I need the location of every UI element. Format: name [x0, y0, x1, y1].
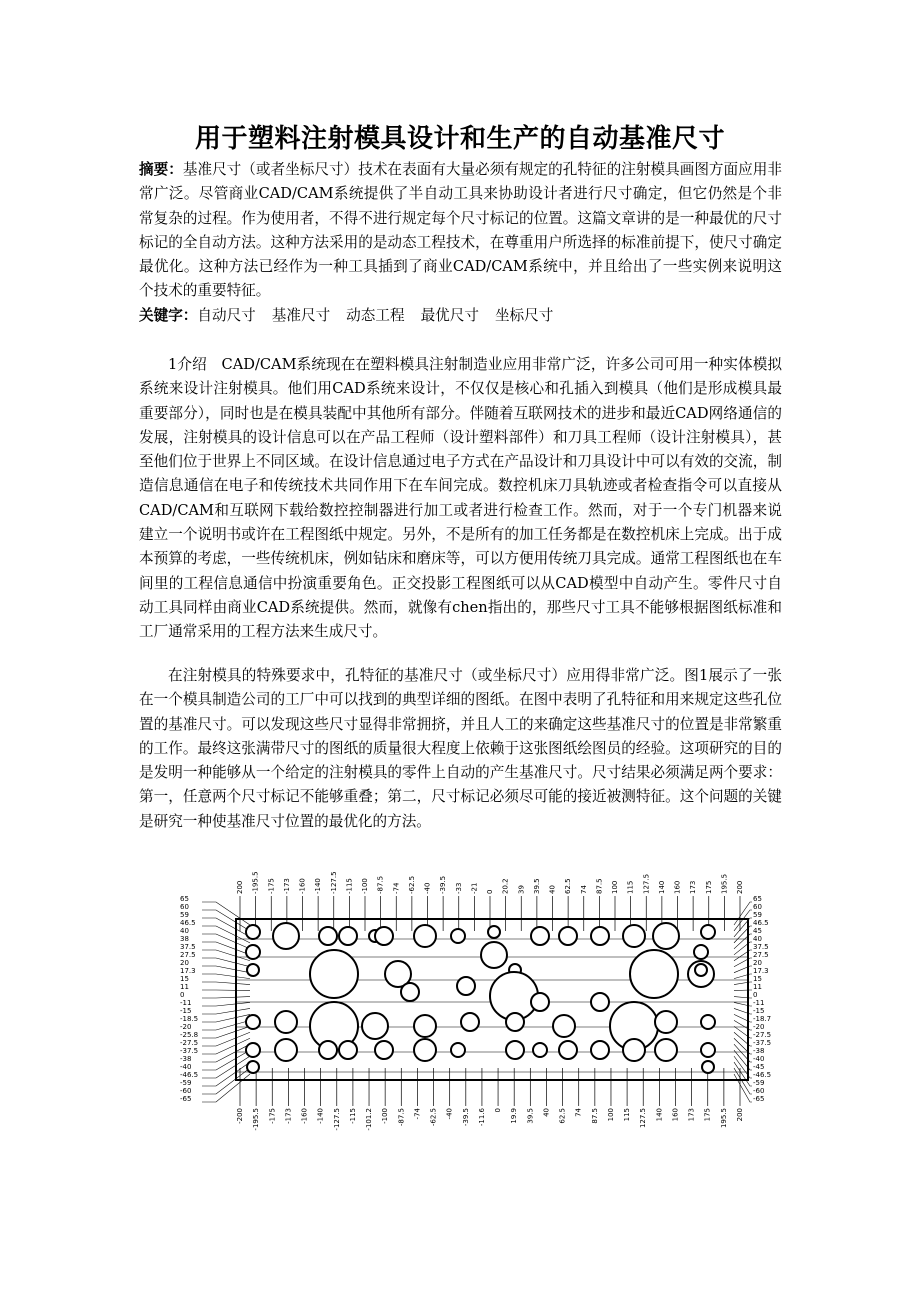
- dimension-label-top: -39.5: [439, 875, 448, 894]
- dimension-label-top: 39: [517, 885, 526, 894]
- dimension-label-top: -87.5: [376, 875, 385, 894]
- hole-feature: [506, 1041, 524, 1059]
- dimension-line: [202, 1002, 250, 1006]
- dimension-label-bottom: -87.5: [397, 1108, 406, 1127]
- hole-feature: [531, 993, 549, 1011]
- hole-feature: [246, 1043, 260, 1057]
- dimension-line: [202, 1062, 250, 1086]
- hole-feature: [375, 1041, 393, 1059]
- dimension-label-right: 0: [753, 991, 758, 999]
- dimension-label-left: -38: [180, 1055, 192, 1063]
- hole-feature: [414, 1039, 436, 1061]
- dimension-label-right: 15: [753, 975, 762, 983]
- dimension-label-bottom: 40: [542, 1108, 551, 1117]
- dimension-label-left: -25.8: [180, 1031, 199, 1039]
- hole-feature: [319, 1041, 337, 1059]
- dimension-label-top: 74: [579, 885, 588, 894]
- hole-feature: [414, 1015, 436, 1037]
- hole-feature: [591, 1041, 609, 1059]
- hole-feature: [246, 945, 260, 959]
- dimension-label-top: -40: [423, 882, 432, 894]
- dimension-label-right: 60: [753, 903, 762, 911]
- hole-feature: [553, 1015, 575, 1037]
- dimension-label-bottom: 195.5: [719, 1108, 728, 1129]
- dimension-label-left: -18.5: [180, 1015, 199, 1023]
- keyword: 自动尺寸: [197, 307, 256, 324]
- dimension-line: [734, 910, 752, 931]
- dimension-label-bottom: 115: [623, 1108, 632, 1122]
- dimension-line: [202, 966, 250, 973]
- dimension-line: [202, 1026, 250, 1038]
- hole-feature: [488, 926, 500, 938]
- hole-feature: [702, 1061, 714, 1073]
- dimension-label-bottom: 62.5: [558, 1108, 567, 1124]
- dimension-line: [202, 982, 250, 985]
- hole-feature: [247, 964, 259, 976]
- dimension-label-right: -18.7: [753, 1015, 772, 1023]
- dimension-line: [734, 982, 752, 985]
- hole-feature: [339, 1041, 357, 1059]
- dimension-label-right: -60: [753, 1087, 765, 1095]
- mold-plate-drawing: [178, 862, 772, 1142]
- dimension-label-top: 173: [689, 880, 698, 894]
- dimension-label-left: 59: [180, 911, 189, 919]
- hole-feature: [506, 1013, 524, 1031]
- dimension-line: [734, 1038, 752, 1054]
- dimension-label-bottom: 19.9: [510, 1108, 519, 1124]
- hole-feature: [273, 923, 299, 949]
- keyword: 基准尺寸: [271, 307, 331, 324]
- dimension-label-right: -59: [753, 1079, 765, 1087]
- dimension-line: [734, 1002, 752, 1006]
- dimension-label-bottom: 100: [606, 1108, 615, 1122]
- dimension-line: [734, 958, 752, 967]
- dimension-label-top: 160: [673, 880, 682, 894]
- hole-feature: [701, 1015, 715, 1029]
- dimension-label-right: 37.5: [753, 943, 769, 951]
- dimension-label-top: -140: [314, 878, 323, 894]
- dimension-label-top: -127.5: [329, 871, 338, 894]
- dimension-label-left: -11: [180, 999, 192, 1007]
- dimension-line: [202, 902, 250, 925]
- dimension-label-left: 11: [180, 983, 189, 991]
- dimension-label-top: 140: [657, 880, 666, 894]
- dimension-label-bottom: -200: [236, 1108, 244, 1124]
- hole-feature: [247, 1061, 259, 1073]
- dimension-label-bottom: -140: [316, 1108, 325, 1124]
- dimension-label-top: 115: [626, 880, 635, 894]
- dimension-label-left: 38: [180, 935, 189, 943]
- dimension-label-left: 15: [180, 975, 189, 983]
- dimension-label-bottom: -101.2: [365, 1108, 374, 1131]
- dimension-label-top: 62.5: [564, 878, 573, 894]
- dimension-label-top: -115: [345, 878, 354, 894]
- dimension-label-bottom: -173: [284, 1108, 293, 1124]
- keywords: [139, 304, 782, 328]
- dimension-label-top: 40: [548, 885, 557, 894]
- dimension-label-bottom: -175: [268, 1108, 277, 1124]
- dimension-label-bottom: -115: [348, 1108, 357, 1124]
- dimension-label-left: -60: [180, 1087, 192, 1095]
- hole-feature: [275, 1039, 297, 1061]
- dimension-label-top: 0: [486, 889, 494, 894]
- dimension-label-top: -175: [267, 878, 276, 894]
- dimension-label-right: -65: [753, 1095, 765, 1103]
- dimension-line: [202, 934, 250, 949]
- dimension-label-left: 40: [180, 927, 189, 935]
- hole-feature: [533, 1043, 547, 1057]
- dimension-label-left: -37.5: [180, 1047, 199, 1055]
- dimension-label-bottom: -100: [381, 1108, 390, 1124]
- hole-feature: [319, 927, 337, 945]
- dimension-line: [202, 1014, 250, 1022]
- abstract-label: 摘要：: [139, 161, 183, 178]
- hole-feature: [414, 925, 436, 947]
- hole-feature: [559, 1041, 577, 1059]
- hole-feature: [630, 950, 678, 998]
- dimension-label-top: 87.5: [595, 878, 604, 894]
- dimension-label-left: -46.5: [180, 1071, 199, 1079]
- hole-feature: [246, 1015, 260, 1029]
- dimension-label-top: 20.2: [501, 878, 510, 894]
- hole-feature: [623, 925, 645, 947]
- hole-feature: [339, 927, 357, 945]
- hole-feature: [653, 923, 679, 949]
- hole-feature: [401, 983, 419, 1001]
- dimension-label-left: -40: [180, 1063, 192, 1071]
- hole-feature: [591, 993, 609, 1011]
- dimension-label-right: -46.5: [753, 1071, 772, 1079]
- dimension-line: [734, 974, 752, 979]
- dimension-line: [734, 1074, 752, 1102]
- dimension-label-top: -62.5: [407, 875, 416, 894]
- hole-feature: [694, 945, 708, 959]
- dimension-label-left: 65: [180, 895, 189, 903]
- dimension-line: [734, 902, 752, 925]
- dimension-label-right: 46.5: [753, 919, 769, 927]
- hole-feature: [246, 925, 260, 939]
- dimension-label-bottom: -160: [300, 1108, 309, 1124]
- dimension-label-left: -15: [180, 1007, 192, 1015]
- dimension-label-bottom: -62.5: [429, 1108, 438, 1127]
- dimension-label-bottom: 173: [687, 1108, 696, 1122]
- dimension-label-right: 45: [753, 927, 762, 935]
- dimension-label-top: 200: [736, 880, 744, 894]
- dimension-label-top: 127.5: [642, 873, 651, 894]
- hole-feature: [531, 927, 549, 945]
- paper-title: 用于塑料注射模具设计和生产的自动基准尺寸: [194, 124, 725, 154]
- dimension-label-left: 46.5: [180, 919, 196, 927]
- hole-feature: [695, 964, 707, 976]
- dimension-label-bottom: 0: [494, 1108, 503, 1113]
- dimension-label-left: 20: [180, 959, 189, 967]
- dimension-line: [202, 1008, 250, 1014]
- dimension-line: [202, 990, 250, 991]
- hole-feature: [591, 927, 609, 945]
- dimension-label-top: -160: [298, 878, 307, 894]
- dimension-label-left: 60: [180, 903, 189, 911]
- hole-feature: [701, 925, 715, 939]
- dimension-label-top: 195.5: [720, 873, 729, 894]
- hole-feature: [310, 950, 358, 998]
- dimension-line: [202, 997, 250, 998]
- dimension-line: [734, 990, 752, 991]
- dimension-line: [734, 934, 752, 949]
- dimension-label-right: -15: [753, 1007, 765, 1015]
- dimension-label-bottom: -11.6: [477, 1108, 486, 1127]
- paragraph-introduction: 1介绍 CAD/CAM系统现在在塑料模具注射制造业应用非常广泛，许多公司可用一种实体模拟系统来设计注射模具。他们用CAD系统来设计，不仅仅是核心和孔插入到模具（他们是形成模具最重要部分），同时也是在模具装配中其他所有部分。伴随着互联网技术的进步和最近CAD网络通信的发展，注射模具的设计信息可以在产品工程师（设计塑料部件）和刀具工程师（设计注射模具），甚至他们位于世界上不同区域。在设计信息通过电子方式在产品设计和刀具设计中可以有效的交流，制造信息通信在电子和传统技术共同作用下在车间完成。数控机床刀具轨迹或者检查指令可以直接从CAD/CAM和互联网下载给数控控制器进行加工或者进行检查工作。然而，对于一个专门机器来说建立一个说明书或许在工程图纸中规定。另外，不是所有的加工任务都是在数控机床上完成。出于成本预算的考虑，一些传统机床，例如钻床和磨床等，可以方便用传统刀具完成。通常工程图纸也在车间里的工程信息通信中扮演重要角色。正交投影工程图纸可以从CAD模型中自动产生。零件尺寸自动工具同样由商业CAD系统提供。然而，就像有chen指出的，那些尺寸工具不能够根据图纸标准和工厂通常采用的工程方法来生成尺寸。: [139, 356, 782, 641]
- hole-feature: [461, 1013, 479, 1031]
- dimension-label-top: 175: [704, 880, 713, 894]
- dimension-label-right: -20: [753, 1023, 765, 1031]
- paragraph-datum-dimensioning: 在注射模具的特殊要求中，孔特征的基准尺寸（或坐标尺寸）应用得非常广泛。图1展示了一张在一个模具制造公司的工厂中可以找到的典型详细的图纸。在图中表明了孔特征和用来规定这些孔位置的基准尺寸。可以发现这些尺寸显得非常拥挤，并且人工的来确定这些基准尺寸的位置是非常繁重的工作。最终这张满带尺寸的图纸的质量很大程度上依赖于这张图纸绘图员的经验。这项研究的目的是发明一种能够从一个给定的注射模具的零件上自动的产生基准尺寸。尺寸结果必须满足两个要求：第一，任意两个尺寸标记不能够重叠；第二，尺寸标记必须尽可能的接近被测特征。这个问题的关键是研究一种使基准尺寸位置的最优化的方法。: [139, 667, 782, 830]
- dimension-label-left: -27.5: [180, 1039, 199, 1047]
- dimension-label-right: -40: [753, 1055, 765, 1063]
- dimension-label-right: 40: [753, 935, 762, 943]
- dimension-label-top: -74: [392, 882, 401, 894]
- dimension-line: [734, 942, 752, 955]
- dimension-line: [734, 1008, 752, 1014]
- dimension-line: [202, 926, 250, 943]
- dimension-label-top: -100: [361, 878, 369, 894]
- dimension-label-left: -65: [180, 1095, 192, 1103]
- hole-feature: [375, 927, 393, 945]
- dimension-label-top: 39.5: [532, 878, 541, 894]
- dimension-line: [734, 1056, 752, 1078]
- dimension-label-bottom: 140: [655, 1108, 664, 1122]
- dimension-label-bottom: 160: [671, 1108, 680, 1122]
- keyword: 坐标尺寸: [494, 307, 554, 324]
- hole-feature: [701, 1043, 715, 1057]
- dimension-label-top: 100: [611, 880, 619, 894]
- hole-feature: [481, 942, 507, 968]
- dimension-label-right: -38: [753, 1047, 765, 1055]
- dimension-line: [202, 958, 250, 967]
- keyword: 动态工程: [346, 307, 405, 324]
- dimension-label-left: 17.3: [180, 967, 196, 975]
- dimension-line: [202, 974, 250, 979]
- dimension-label-bottom: -127.5: [332, 1108, 341, 1131]
- dimension-label-right: 59: [753, 911, 762, 919]
- dimension-label-bottom: 87.5: [590, 1108, 599, 1124]
- dimension-line: [202, 1044, 250, 1062]
- dimension-label-left: 0: [180, 991, 185, 999]
- dimension-label-right: -11: [753, 999, 765, 1007]
- hole-feature: [623, 1039, 645, 1061]
- hole-feature: [655, 1011, 677, 1033]
- dimension-line: [202, 950, 250, 961]
- abstract-text: 基准尺寸（或者坐标尺寸）技术在表面有大量必须有规定的孔特征的注射模具画图方面应用非常广泛。尽管商业CAD/CAM系统提供了半自动工具来协助设计者进行尺寸确定，但它仍然是个非常复杂的过程。作为使用者，不得不进行规定每个尺寸标记的位置。这篇文章讲的是一种最优的尺寸标记的全自动方法。这种方法采用的是动态工程技术，在尊重用户所选择的标准前提下，使尺寸确定最优化。这种方法已经作为一种工具插到了商业CAD/CAM系统中，并且给出了一些实例来说明这个技术的重要特征。: [139, 161, 782, 300]
- keyword: 最优尺寸: [420, 307, 479, 324]
- dimension-label-right: -27.5: [753, 1031, 772, 1039]
- dimension-line: [734, 1032, 752, 1046]
- dimension-label-bottom: 39.5: [526, 1108, 535, 1124]
- hole-feature: [451, 1043, 465, 1057]
- dimension-label-top: -195.5: [251, 871, 260, 894]
- dimension-label-bottom: -39.5: [461, 1108, 470, 1127]
- dimension-label-bottom: 74: [574, 1108, 583, 1117]
- hole-feature: [362, 1013, 388, 1039]
- dimension-line: [734, 997, 752, 998]
- dimension-line: [734, 950, 752, 961]
- dimension-label-right: 65: [753, 895, 762, 903]
- dimension-label-right: 20: [753, 959, 762, 967]
- hole-feature: [451, 929, 465, 943]
- dimension-label-bottom: -74: [413, 1108, 422, 1120]
- abstract: [139, 158, 782, 304]
- dimension-label-right: 27.5: [753, 951, 769, 959]
- dimension-label-top: -173: [282, 878, 291, 894]
- dimension-label-right: -45: [753, 1063, 765, 1071]
- dimension-label-right: 11: [753, 983, 762, 991]
- hole-feature: [559, 927, 577, 945]
- hole-feature: [275, 1011, 297, 1033]
- dimension-label-top: 200: [236, 880, 244, 894]
- dimension-label-left: 37.5: [180, 943, 196, 951]
- dimension-label-left: -59: [180, 1079, 192, 1087]
- dimension-label-right: 17.3: [753, 967, 769, 975]
- keywords-label: 关键字：: [139, 307, 198, 324]
- hole-feature: [655, 1039, 677, 1061]
- dimension-label-bottom: 175: [703, 1108, 712, 1122]
- dimension-line: [734, 966, 752, 973]
- dimension-label-bottom: -195.5: [252, 1108, 261, 1131]
- dimension-label-bottom: 127.5: [639, 1108, 648, 1129]
- dimension-label-right: -37.5: [753, 1039, 772, 1047]
- hole-feature: [457, 977, 475, 995]
- dimension-label-left: -20: [180, 1023, 192, 1031]
- dimension-line: [734, 1026, 752, 1038]
- figure-1-mold-drawing: [178, 862, 772, 1142]
- dimension-label-bottom: -40: [445, 1108, 454, 1120]
- dimension-label-top: -33: [454, 882, 463, 894]
- dimension-label-bottom: 200: [736, 1108, 744, 1122]
- dimension-label-left: 27.5: [180, 951, 196, 959]
- dimension-line: [734, 1014, 752, 1022]
- dimension-label-top: -21: [470, 882, 479, 894]
